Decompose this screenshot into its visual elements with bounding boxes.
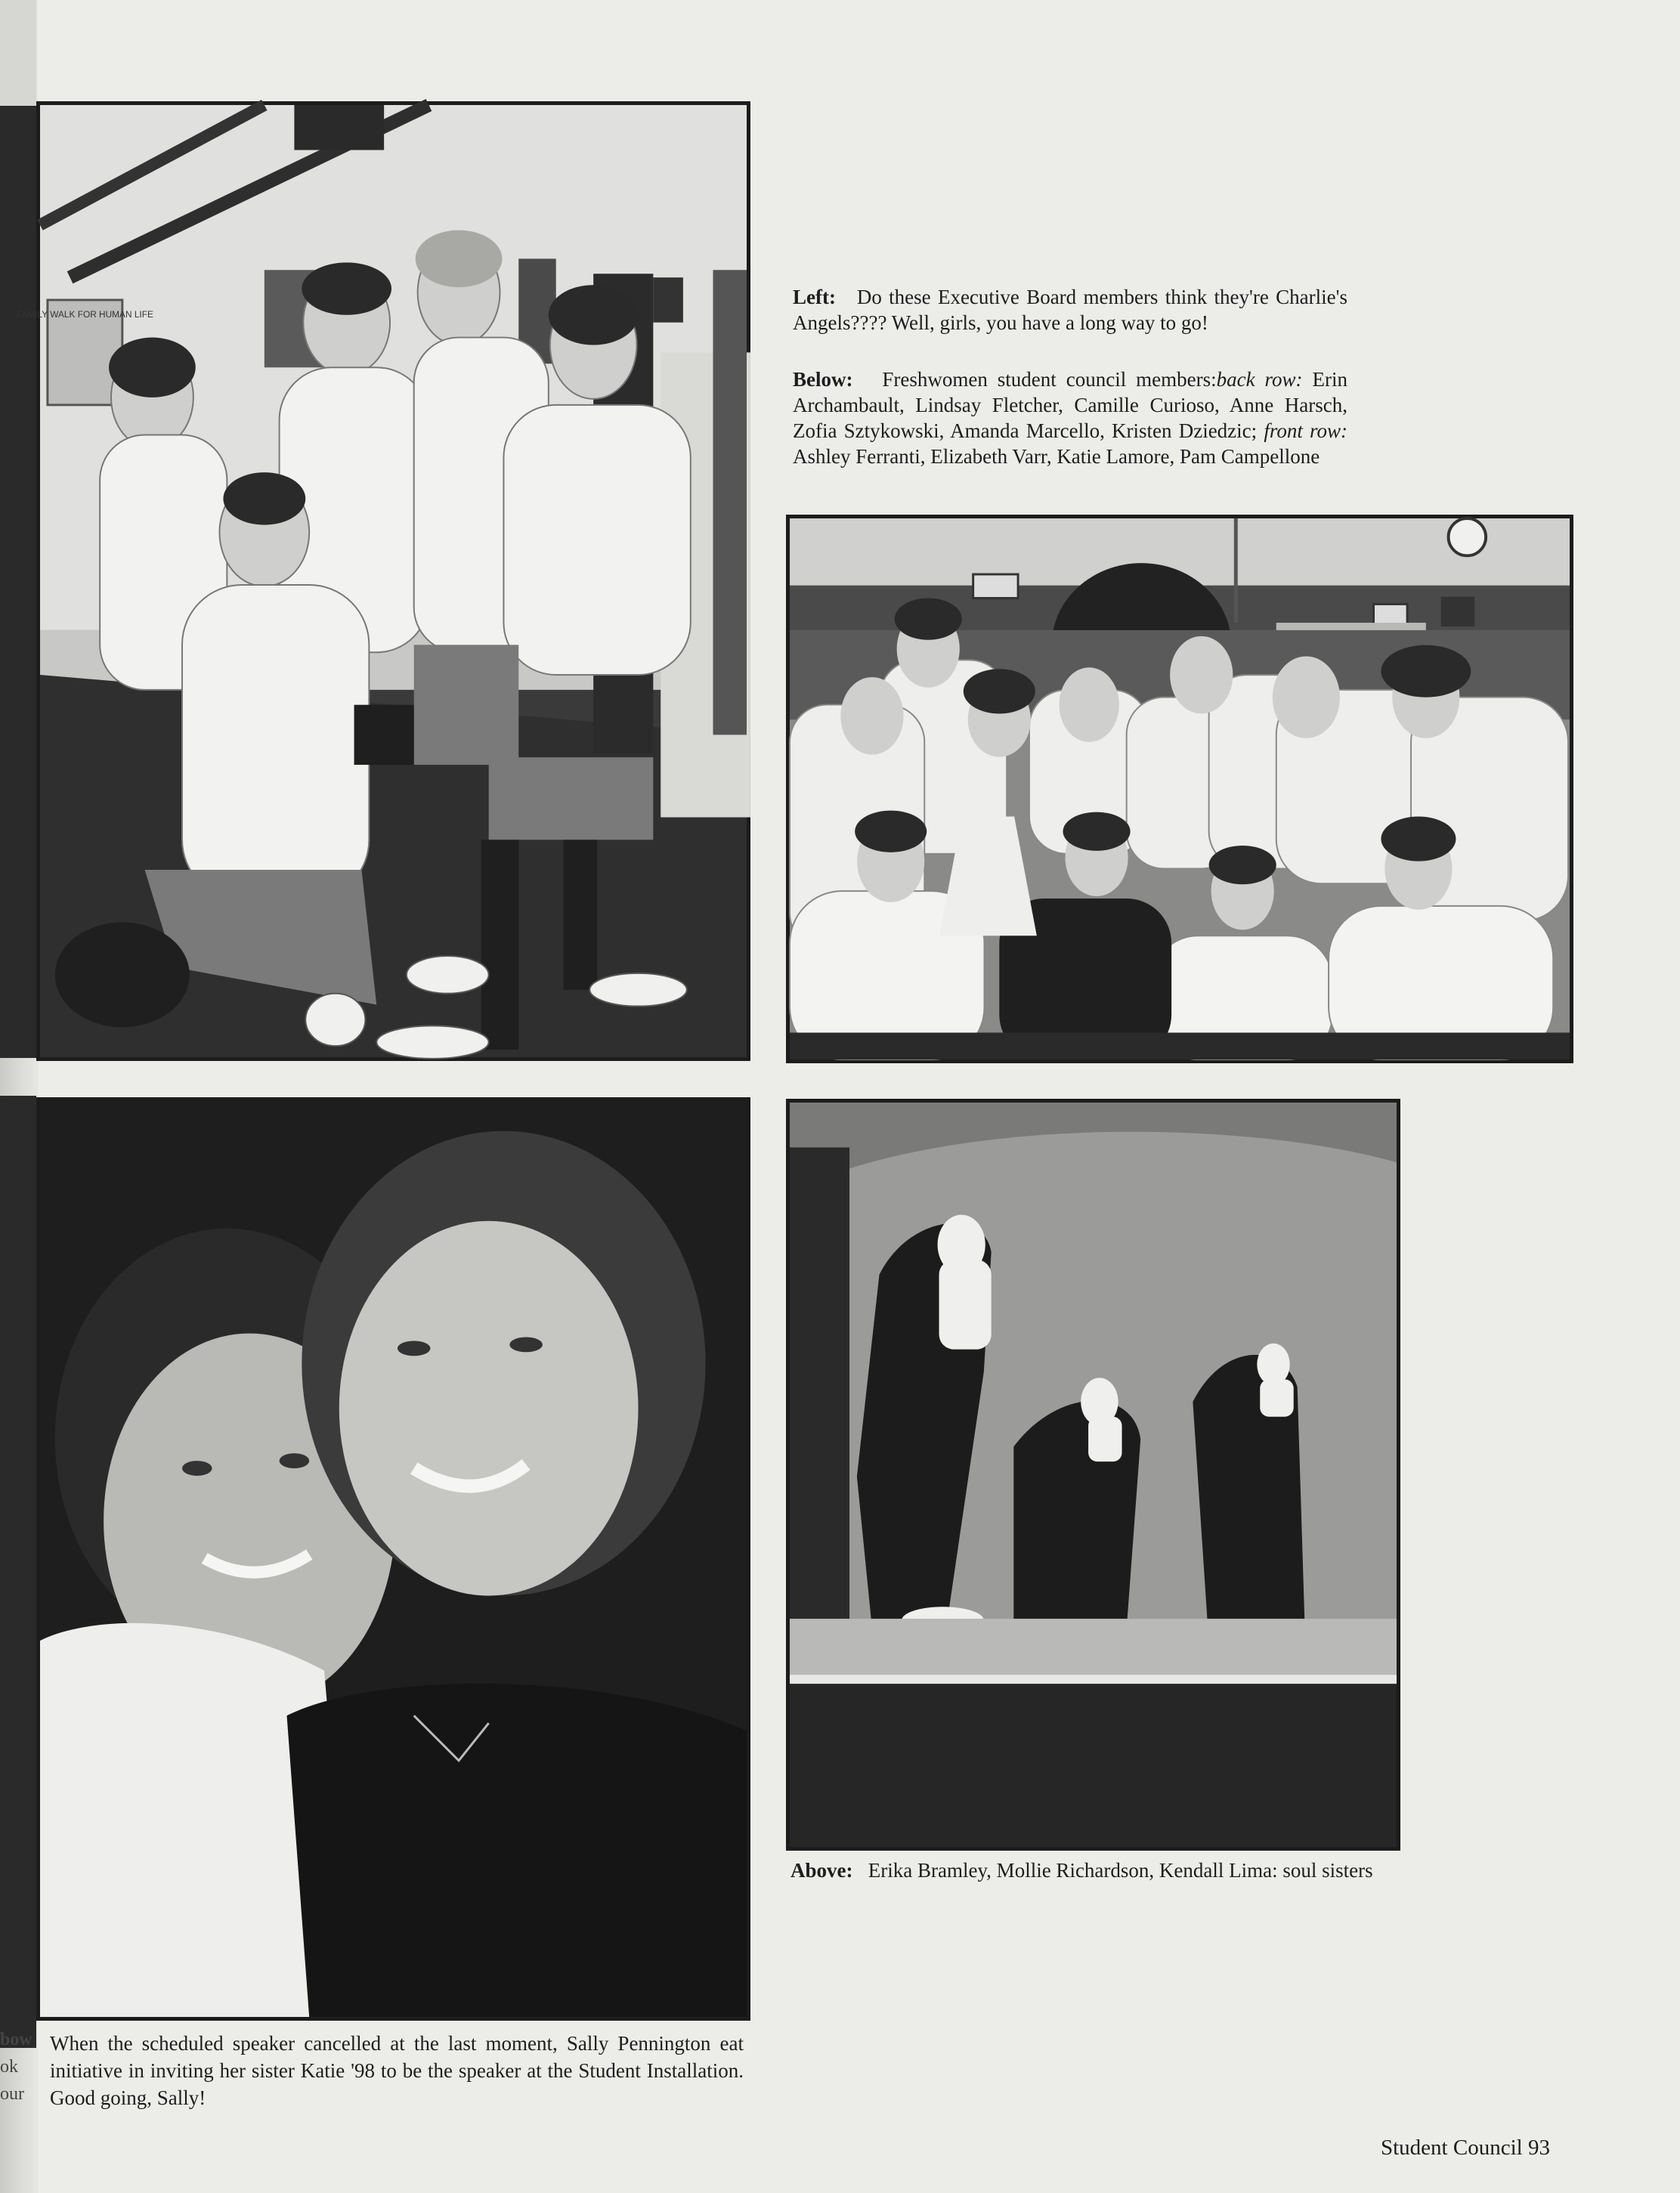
- caption-left-label: Left:: [793, 286, 836, 308]
- caption-below-back-row-label: back row:: [1216, 368, 1303, 391]
- photo-freshwomen-council: [786, 515, 1573, 1063]
- footer-section: Student Council: [1381, 2136, 1523, 2160]
- binding-shadow-top: [0, 0, 36, 106]
- binding-shadow-low: [0, 1096, 36, 2048]
- gutter-fragment: our: [0, 2084, 24, 2104]
- footer-page-number: 93: [1527, 2136, 1550, 2160]
- photo-soul-sisters-stage: [786, 1099, 1400, 1851]
- caption-left: [793, 284, 1347, 336]
- caption-bottom: [50, 2030, 744, 2111]
- photo-pennington-sisters: [36, 1097, 750, 2021]
- caption-above-text: Erika Bramley, Mollie Richardson, Kendall Lima: soul sisters: [868, 1859, 1373, 1882]
- gutter-fragments: [0, 2026, 44, 2108]
- caption-below-front-row-label: front row:: [1264, 419, 1348, 442]
- gutter-fragment: bow: [0, 2030, 32, 2049]
- caption-above: [790, 1857, 1395, 1883]
- caption-below-back-row-names: Erin Archambault, Lindsay Fletcher, Camille Curioso, Anne Harsch, Zofia Sztykowski, Amanda Marcello, Kristen Dziedzic;: [793, 368, 1348, 442]
- caption-below-front-row-names: Ashley Ferranti, Elizabeth Varr, Katie Lamore, Pam Campellone: [793, 445, 1320, 468]
- binding-shadow-mid: [0, 106, 36, 1058]
- caption-below-intro: Freshwomen student council members:: [882, 368, 1217, 391]
- caption-left-text: Do these Executive Board members think they're Charlie's Angels???? Well, girls, you have a long way to go!: [793, 286, 1348, 334]
- caption-above-label: Above:: [790, 1859, 853, 1882]
- gutter-fragment: ok: [0, 2057, 18, 2077]
- caption-below: [793, 367, 1347, 469]
- poster-sign: FAMILY WALK FOR HUMAN LIFE: [16, 308, 153, 320]
- caption-bottom-text: When the scheduled speaker cancelled at the last moment, Sally Pennington eat initiative in inviting her sister Katie '98 to be the speaker at the Student Installation. Good going, Sally!: [50, 2032, 744, 2109]
- page-footer: [1381, 2136, 1550, 2161]
- photo-executive-board-angels: [16, 101, 750, 1061]
- caption-below-label: Below:: [793, 368, 853, 391]
